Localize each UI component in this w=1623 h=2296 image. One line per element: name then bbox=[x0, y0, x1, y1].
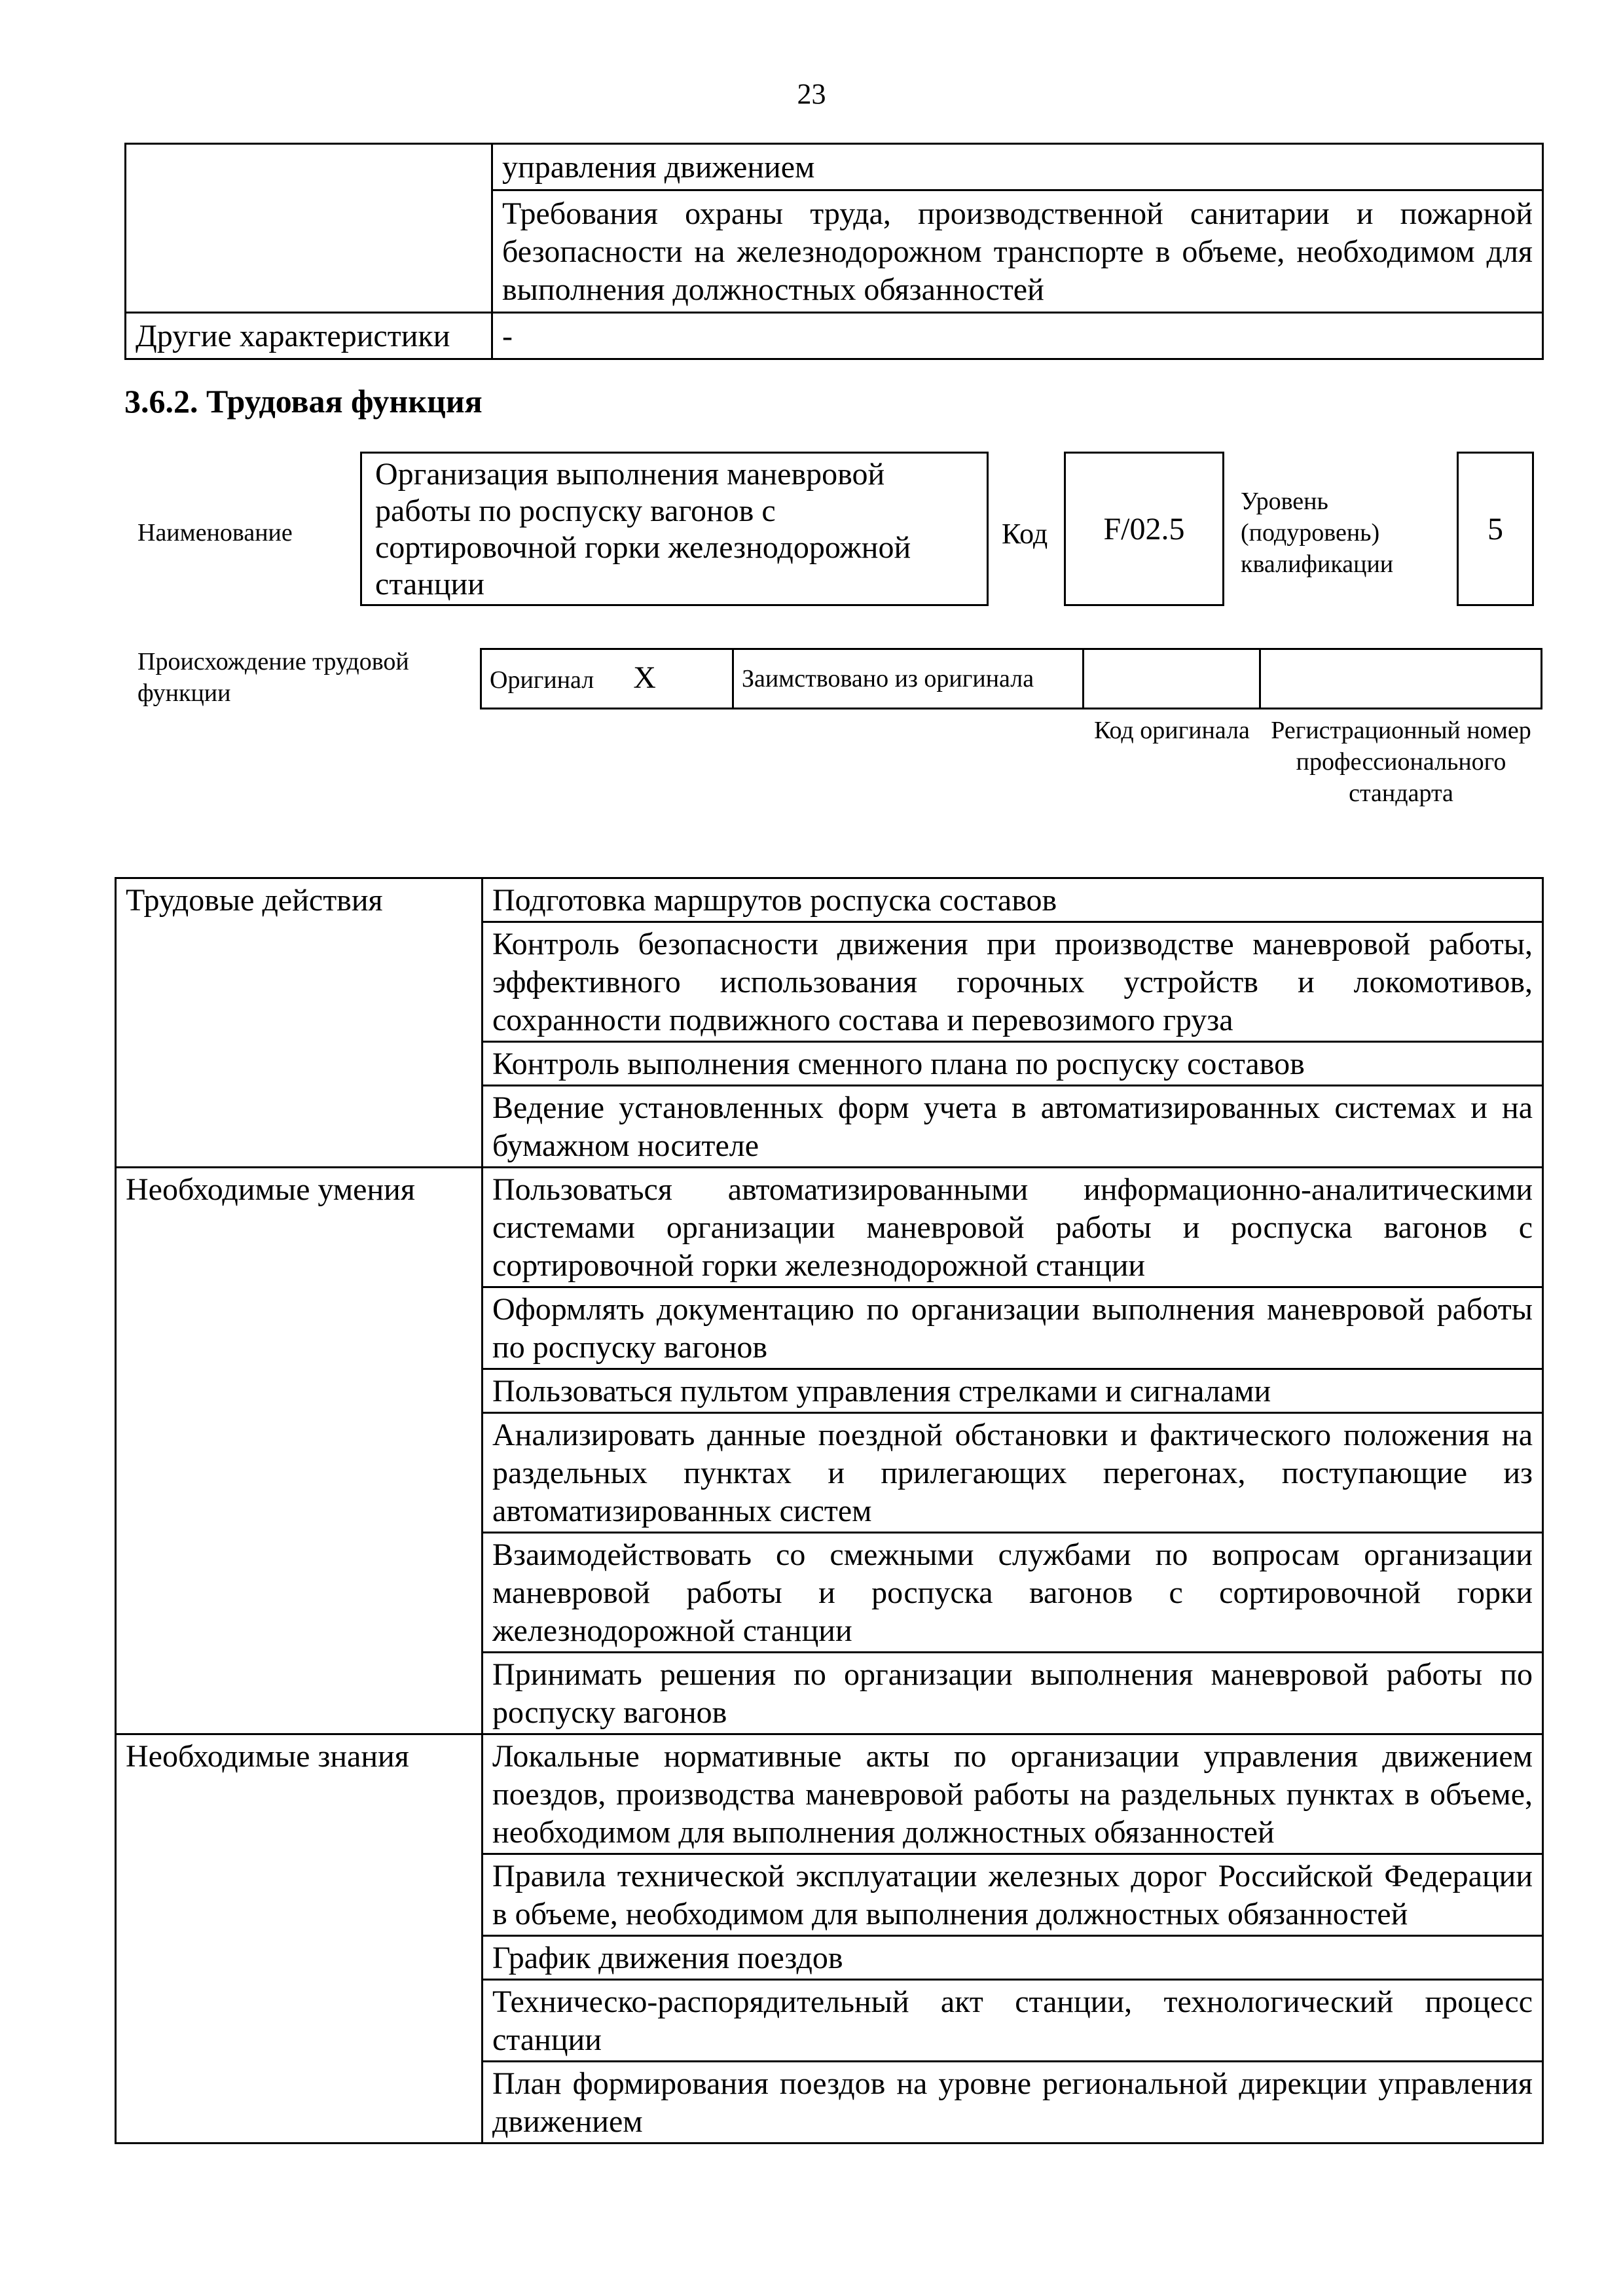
code-caption: Код оригинала bbox=[1094, 717, 1250, 744]
level-box: 5 bbox=[1457, 452, 1534, 606]
knowledge-item: Техническо-распорядительный акт станции, технологический процесс станции bbox=[483, 1980, 1543, 2062]
origin-table bbox=[480, 648, 1542, 709]
knowledge-item: Правила технической эксплуатации железных дорог Российской Федерации в объеме, необходимом для выполнения должностных обязанностей bbox=[483, 1854, 1543, 1936]
other-characteristics-value: - bbox=[492, 313, 1543, 359]
other-characteristics-label: Другие характеристики bbox=[126, 313, 492, 359]
knowledge-label: Необходимые знания bbox=[116, 1734, 483, 2144]
skill-item: Принимать решения по организации выполнения маневровой работы по роспуску вагонов bbox=[483, 1653, 1543, 1734]
origin-label: Происхождение трудовой функции bbox=[137, 648, 409, 707]
knowledge-item: План формирования поездов на уровне региональной дирекции управления движением bbox=[483, 2062, 1543, 2144]
top-table-cell: управления движением bbox=[492, 144, 1543, 190]
top-table-cell: Требования охраны труда, производственной санитарии и пожарной безопасности на железнодорожном транспорте в объеме, необходимом для выполнения должностных обязанностей bbox=[492, 190, 1543, 313]
reg-number-cell bbox=[1260, 649, 1542, 709]
knowledge-item: График движения поездов bbox=[483, 1936, 1543, 1980]
top-table-empty-cell bbox=[126, 144, 492, 313]
original-cell bbox=[481, 649, 733, 709]
level-label: Уровень (подуровень) квалификации bbox=[1241, 488, 1394, 578]
original-mark: X bbox=[633, 660, 656, 695]
original-label: Оригинал bbox=[490, 666, 594, 694]
action-item: Подготовка маршрутов роспуска составов bbox=[483, 878, 1543, 922]
reg-number-caption: Регистрационный номер профессионального стандарта bbox=[1271, 717, 1531, 807]
skill-item: Пользоваться автоматизированными информационно-аналитическими системами организации маневровой работы и роспуска вагонов с сортировочной горки железнодорожной станции bbox=[483, 1168, 1543, 1287]
top-table bbox=[124, 143, 1544, 360]
borrowed-label: Заимствовано из оригинала bbox=[733, 649, 1084, 709]
action-item: Ведение установленных форм учета в автоматизированных системах и на бумажном носителе bbox=[483, 1086, 1543, 1168]
main-table bbox=[115, 877, 1544, 2144]
knowledge-item: Локальные нормативные акты по организации управления движением поездов, производства маневровой работы на раздельных пунктах в объеме, необходимом для выполнения должностных обязанностей bbox=[483, 1734, 1543, 1854]
skill-item: Анализировать данные поездной обстановки и фактического положения на раздельных пунктах и прилегающих перегонах, поступающие из автоматизированных систем bbox=[483, 1413, 1543, 1533]
skills-label: Необходимые умения bbox=[116, 1168, 483, 1734]
code-box: F/02.5 bbox=[1064, 452, 1224, 606]
action-item: Контроль выполнения сменного плана по роспуску составов bbox=[483, 1042, 1543, 1086]
name-label: Наименование bbox=[137, 519, 293, 547]
actions-label: Трудовые действия bbox=[116, 878, 483, 1168]
code-label: Код bbox=[1002, 518, 1048, 550]
skill-item: Пользоваться пультом управления стрелками и сигналами bbox=[483, 1369, 1543, 1413]
original-code-cell bbox=[1084, 649, 1260, 709]
section-title: 3.6.2. Трудовая функция bbox=[124, 383, 483, 420]
skill-item: Оформлять документацию по организации выполнения маневровой работы по роспуску вагонов bbox=[483, 1287, 1543, 1369]
page-number: 23 bbox=[797, 78, 826, 110]
action-item: Контроль безопасности движения при производстве маневровой работы, эффективного использования горочных устройств и локомотивов, сохранности подвижного состава и перевозимого груза bbox=[483, 922, 1543, 1042]
function-name-box: Организация выполнения маневровой работы по роспуску вагонов с сортировочной горки железнодорожной станции bbox=[360, 452, 989, 606]
skill-item: Взаимодействовать со смежными службами по вопросам организации маневровой работы и роспуска вагонов с сортировочной горки железнодорожной станции bbox=[483, 1533, 1543, 1653]
